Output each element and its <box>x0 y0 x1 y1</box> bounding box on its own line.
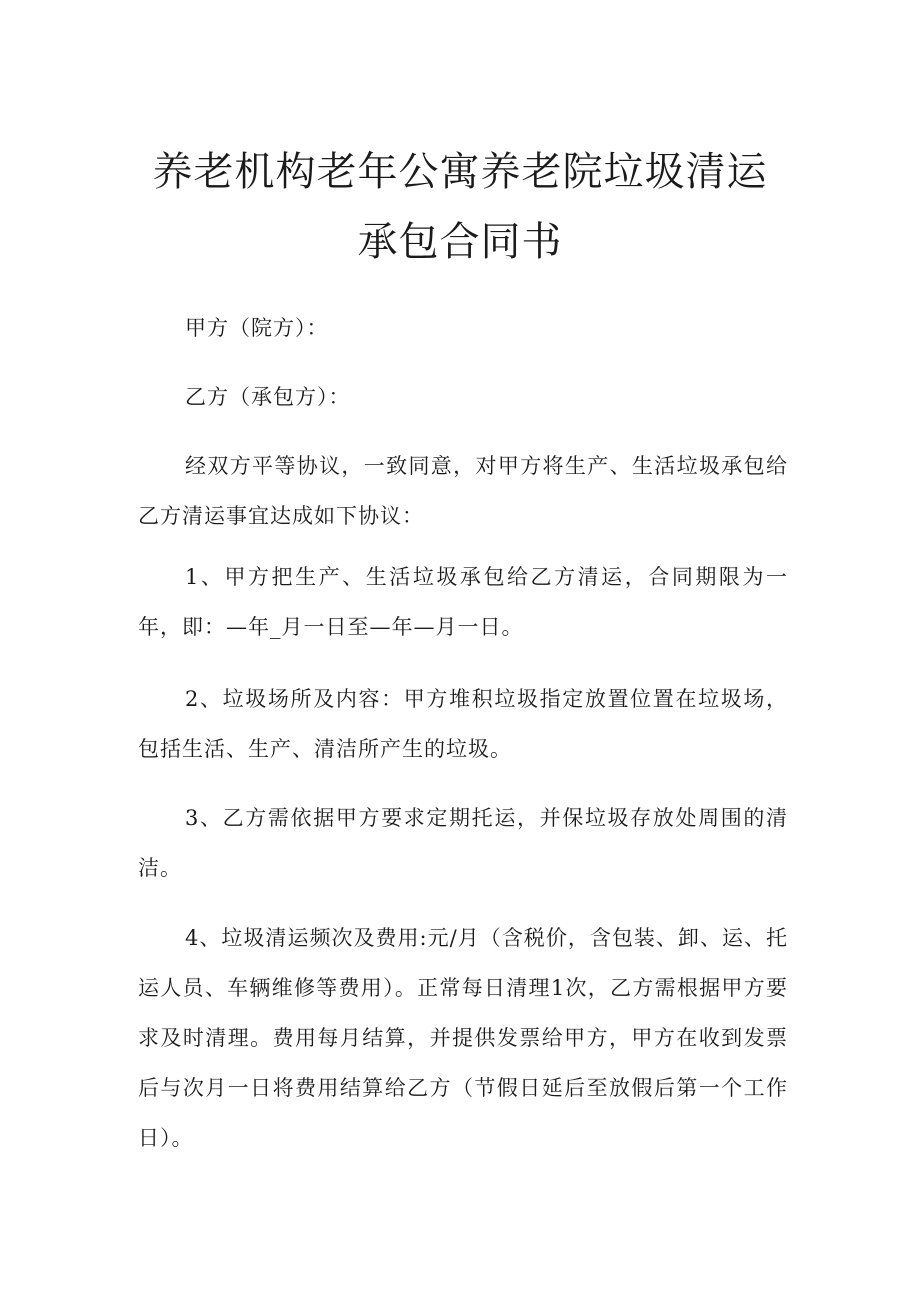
intro-paragraph: 经双方平等协议，一致同意，对甲方将生产、生活垃圾承包给乙方清运事宜达成如下协议： <box>138 454 788 528</box>
party-a-line: 甲方（院方）： <box>185 316 329 340</box>
clause-4: 4、垃圾清运频次及费用:元/月（含税价，含包装、卸、运、托运人员、车辆维修等费用）。正常每日清理1次，乙方需根据甲方要求及时清理。费用每月结算，并提供发票给甲方，甲方在收到发票后与次月一日将费用结算给乙方（节假日延后至放假后第一个工作日）。 <box>138 926 788 1150</box>
clause-2: 2、垃圾场所及内容：甲方堆积垃圾指定放置位置在垃圾场，包括生活、生产、清洁所产生的垃圾。 <box>138 687 788 761</box>
document-title-line-2: 承包合同书 <box>357 219 563 265</box>
clause-1: 1、甲方把生产、生活垃圾承包给乙方清运，合同期限为一年，即：—年_月一日至—年—月一日。 <box>138 565 788 639</box>
clause-3: 3、乙方需依据甲方要求定期托运，并保垃圾存放处周围的清洁。 <box>138 806 788 880</box>
party-b-line: 乙方（承包方）： <box>185 385 351 409</box>
document-title-line-1: 养老机构老年公寓养老院垃圾清运 <box>152 149 768 195</box>
